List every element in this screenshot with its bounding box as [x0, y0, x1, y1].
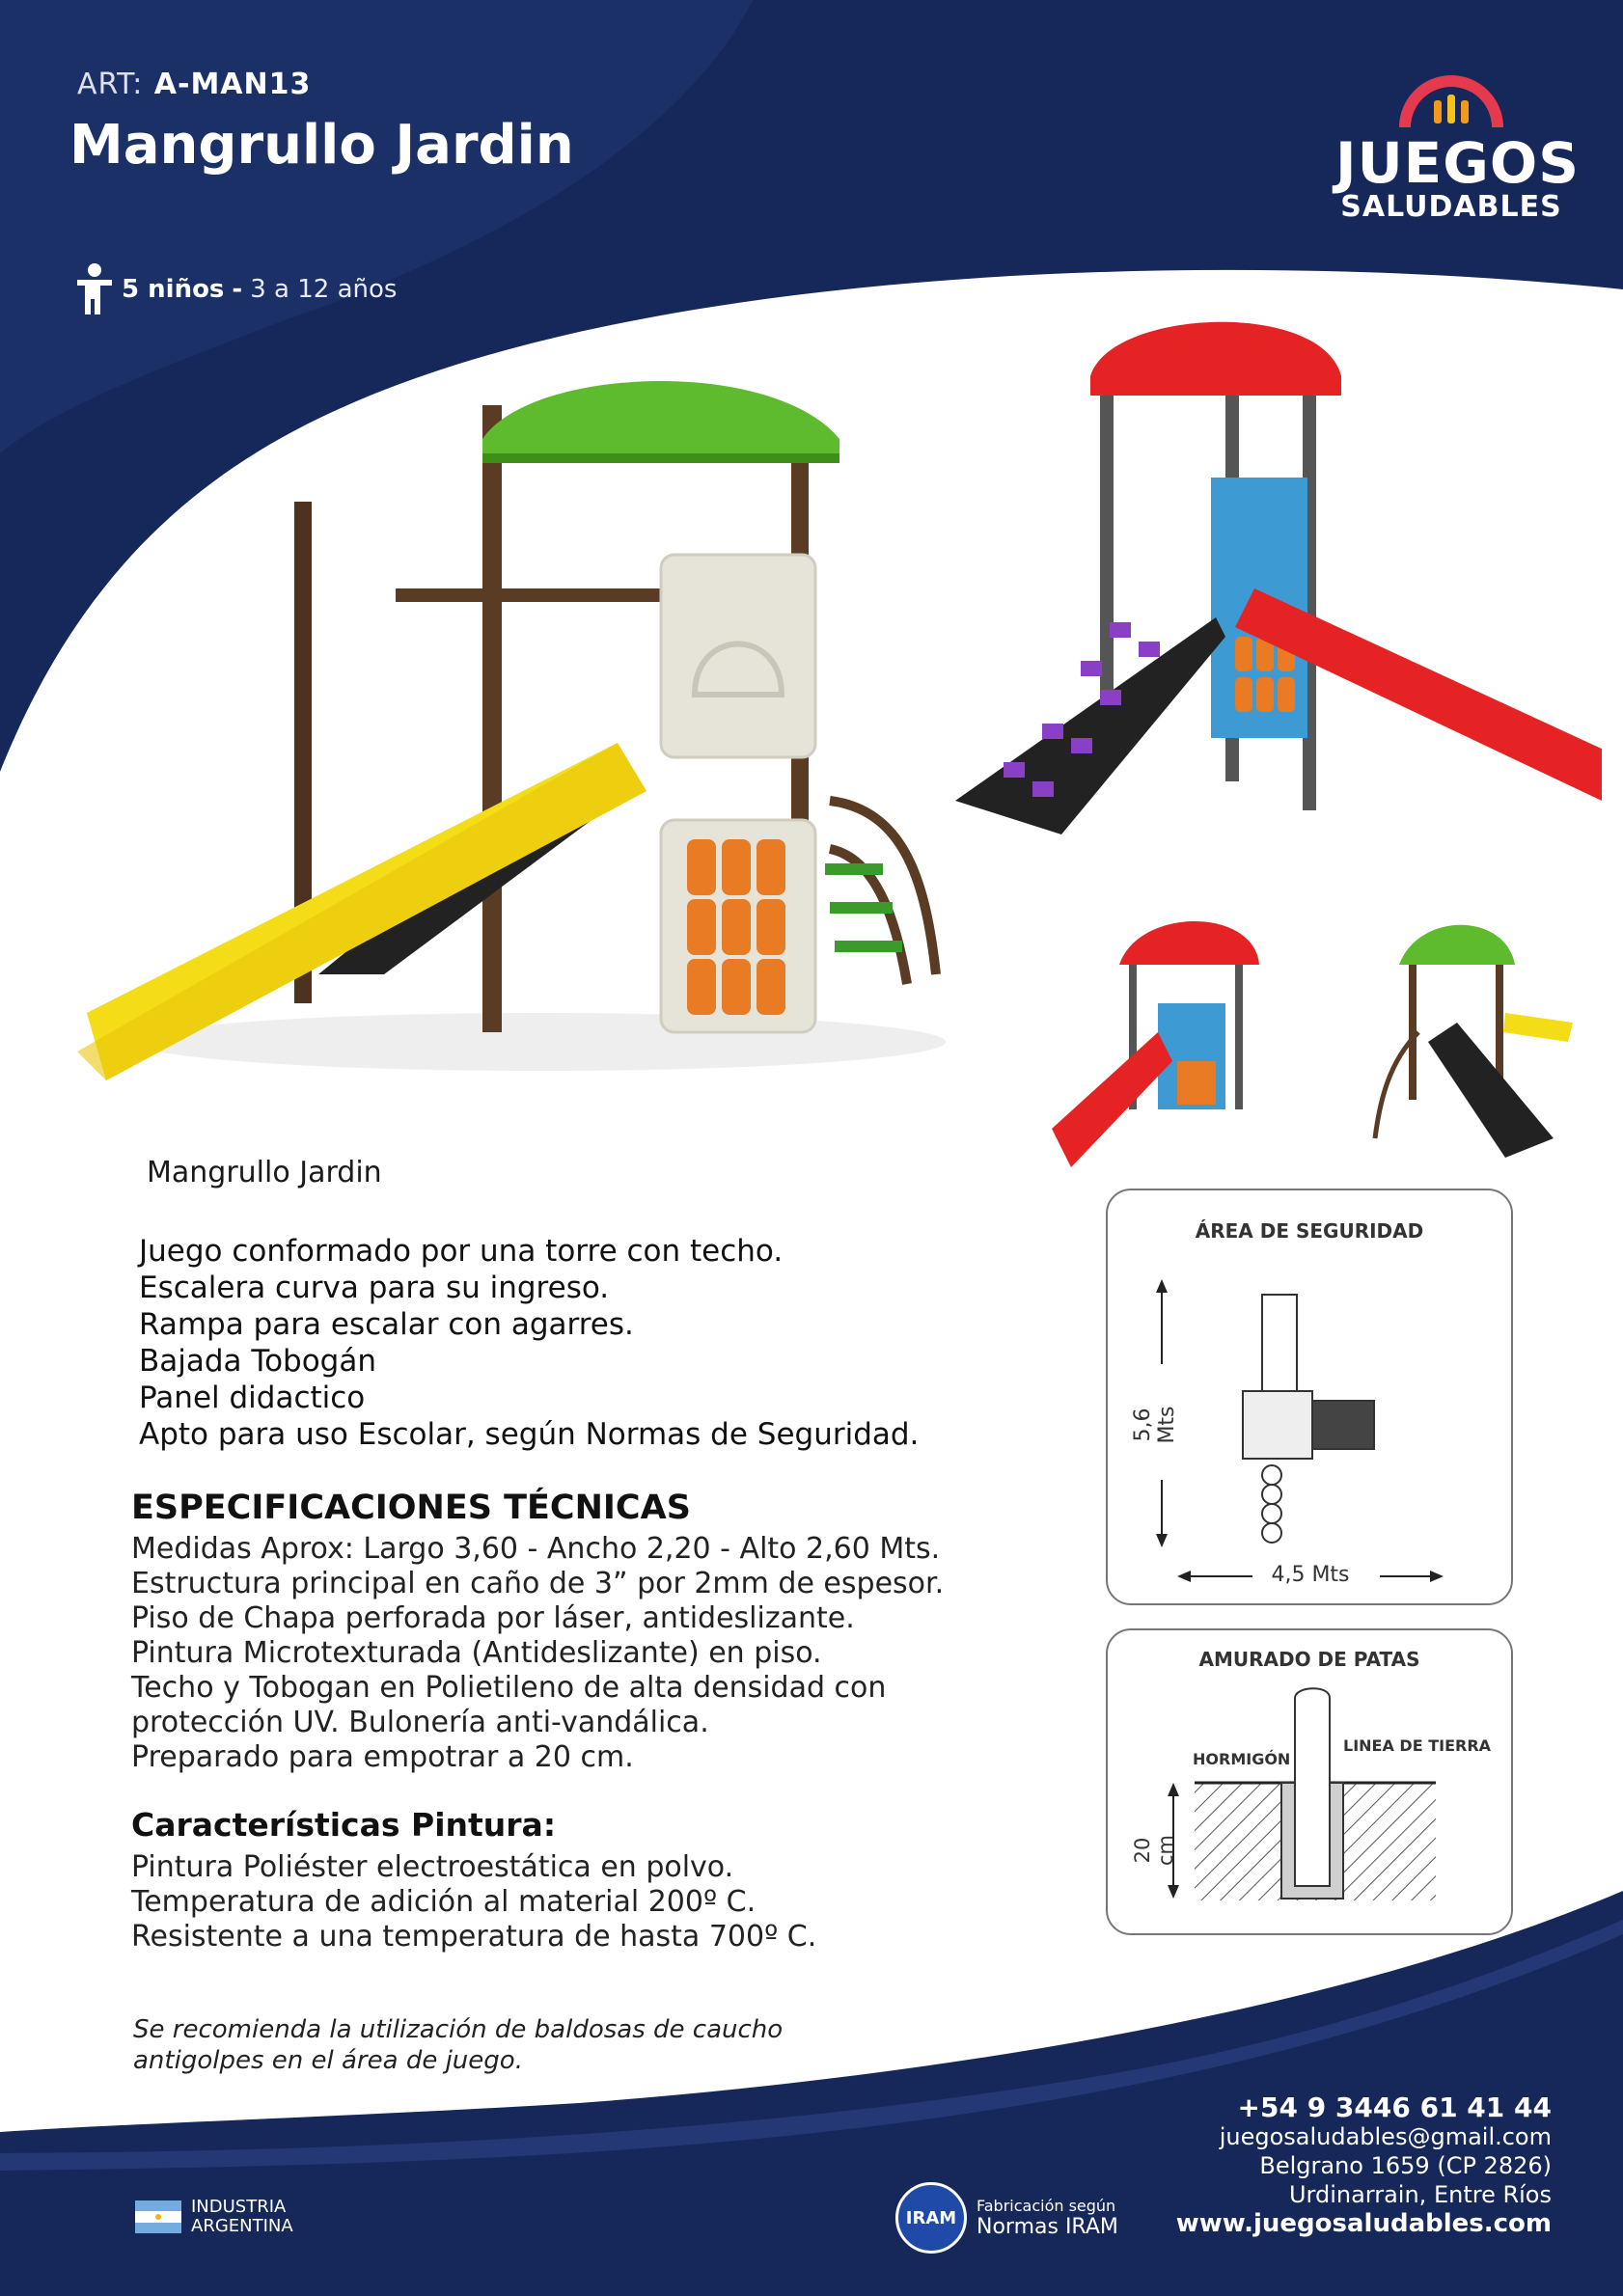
paint-line: Resistente a una temperatura de hasta 700º C.	[131, 1920, 817, 1954]
safety-note: Se recomienda la utilización de baldosas de caucho antigolpes en el área de juego.	[133, 2015, 784, 2075]
spec-line: Techo y Tobogan en Polietileno de alta densidad con	[131, 1671, 887, 1705]
rainbow-icon	[1393, 73, 1509, 131]
industry-line1: INDUSTRIA	[191, 2197, 287, 2217]
contact-address2: Urdinarrain, Entre Ríos	[1288, 2181, 1552, 2208]
feature-item: Rampa para escalar con agarres.	[139, 1307, 634, 1342]
feature-item: Apto para uso Escolar, según Normas de Seguridad.	[139, 1417, 920, 1452]
anchoring-panel	[1106, 1628, 1513, 1935]
green-variant-thumbnail	[1351, 916, 1582, 1167]
contact-address1: Belgrano 1659 (CP 2826)	[1259, 2152, 1552, 2179]
kids-count: 5 niños	[122, 275, 225, 304]
logo-line2: SALUDABLES	[1340, 190, 1562, 224]
iram-badge: IRAM	[895, 2182, 967, 2254]
ground-line-label: LINEA DE TIERRA	[1343, 1736, 1492, 1755]
anchoring-title: AMURADO DE PATAS	[1198, 1648, 1420, 1671]
main-product-image	[77, 347, 965, 1100]
depth-label: 20 cm	[1131, 1835, 1177, 1867]
iram-line1: Fabricación según	[977, 2197, 1116, 2215]
logo-line1: JUEGOS	[1335, 130, 1580, 196]
specs-heading: ESPECIFICACIONES TÉCNICAS	[131, 1489, 691, 1527]
feature-item: Panel didactico	[139, 1380, 366, 1415]
features-list	[139, 1233, 919, 1453]
iram-certification	[895, 2182, 1118, 2254]
safety-area-title: ÁREA DE SEGURIDAD	[1195, 1219, 1424, 1243]
safety-area-panel	[1106, 1189, 1513, 1605]
spec-line: Pintura Microtexturada (Antideslizante) en piso.	[131, 1636, 822, 1670]
paint-heading: Características Pintura:	[131, 1806, 557, 1844]
feature-item: Escalera curva para su ingreso.	[139, 1271, 610, 1305]
iram-line2: Normas IRAM	[977, 2215, 1118, 2239]
paint-line: Temperatura de adición al material 200º C.	[131, 1885, 756, 1919]
concrete-label: HORMIGÓN	[1193, 1750, 1291, 1768]
spec-line: Medidas Aprox: Largo 3,60 - Ancho 2,20 - Alto 2,60 Mts.	[131, 1532, 941, 1566]
paint-line: Pintura Poliéster electroestática en polvo.	[131, 1850, 734, 1884]
specs-list	[131, 1532, 944, 1775]
contact-website[interactable]: www.juegosaludables.com	[1175, 2209, 1552, 2238]
argentina-flag-icon	[135, 2200, 181, 2233]
age-range: 3 a 12 años	[250, 275, 398, 304]
red-variant-thumbnail	[1052, 907, 1293, 1177]
product-title: Mangrullo Jardin	[69, 114, 574, 177]
anchoring-diagram	[1108, 1630, 1511, 1933]
contact-phone[interactable]: +54 9 3446 61 41 44	[1237, 2091, 1552, 2123]
brand-logo	[1335, 73, 1580, 224]
feature-item: Bajada Tobogán	[139, 1344, 377, 1379]
feature-item: Juego conformado por una torre con techo.	[139, 1234, 784, 1269]
industry-argentina	[135, 2198, 293, 2236]
contact-email[interactable]: juegosaludables@gmail.com	[1219, 2123, 1552, 2150]
kids-separator: -	[232, 275, 243, 304]
article-code: ART: A-MAN13	[77, 68, 312, 101]
child-icon	[75, 262, 114, 316]
industry-line2: ARGENTINA	[191, 2216, 293, 2236]
contact-block	[1176, 2093, 1552, 2238]
spec-line: Piso de Chapa perforada por láser, antideslizante.	[131, 1601, 855, 1635]
paint-list	[131, 1850, 816, 1954]
spec-line: protección UV. Bulonería anti-vandálica.	[131, 1706, 709, 1739]
spec-line: Preparado para empotrar a 20 cm.	[131, 1740, 634, 1774]
product-caption: Mangrullo Jardin	[147, 1156, 382, 1189]
safety-height-label: 5,6 Mts	[1131, 1406, 1179, 1444]
safety-width-label: 4,5 Mts	[1271, 1563, 1350, 1587]
capacity-info	[75, 262, 397, 316]
red-variant-image	[936, 309, 1602, 849]
spec-line: Estructura principal en caño de 3” por 2mm de espesor.	[131, 1567, 945, 1600]
